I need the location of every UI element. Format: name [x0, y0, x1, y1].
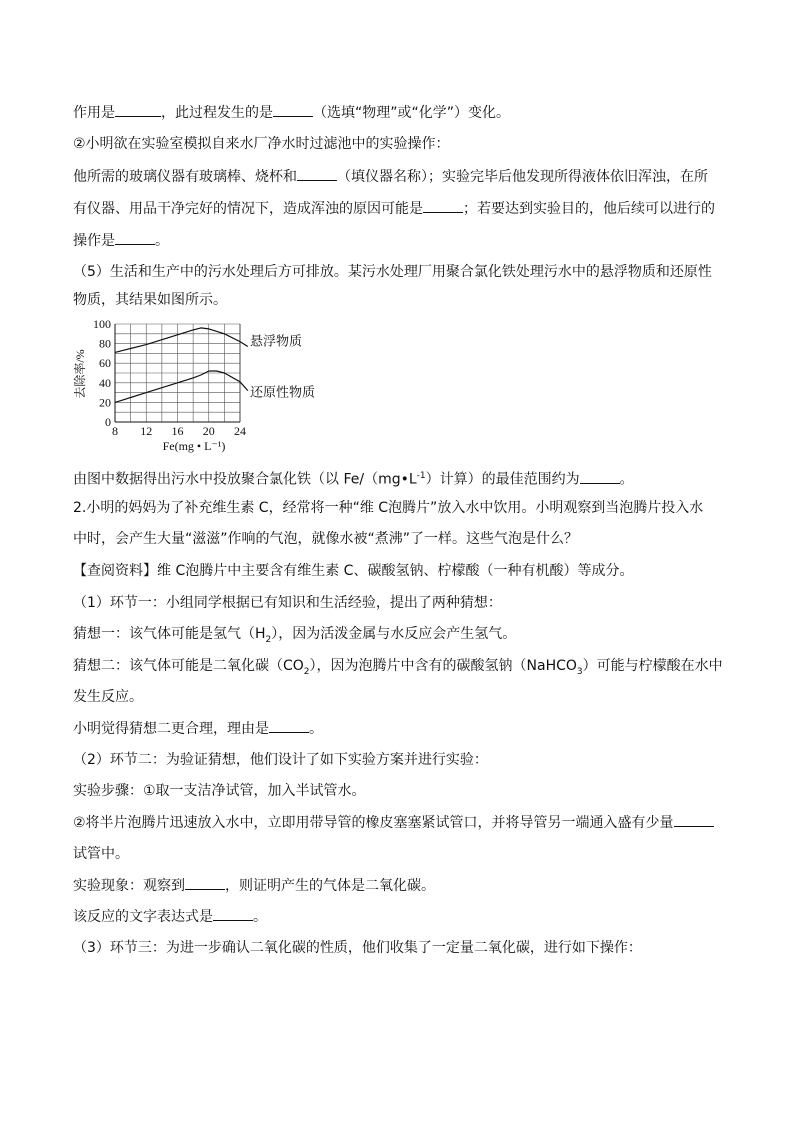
y-tick-label: 100 — [93, 317, 111, 331]
answer-blank — [115, 230, 155, 245]
x-tick-label: 24 — [234, 424, 246, 438]
text-segment: ）计算）的最佳范围约为 — [425, 471, 580, 488]
text-segment: 实验现象：观察到 — [73, 878, 185, 894]
text-segment: 。 — [619, 471, 634, 488]
subscript: 3 — [576, 666, 583, 677]
text-segment: ，此过程发生的是 — [161, 105, 273, 121]
text-line-1 — [73, 102, 724, 123]
text-line-8 — [73, 466, 724, 490]
y-axis-label: 去除率/% — [73, 349, 87, 399]
text-line-23: （3）环节三：为进一步确认二氧化碳的性质，他们收集了一定量二氧化碳，进行如下操作： — [73, 940, 642, 956]
answer-blank — [185, 875, 225, 890]
text-segment: 猜想一：该气体可能是氢气（H — [73, 626, 266, 642]
text-line-2: ②小明欲在实验室模拟自来水厂净水时过滤池中的实验操作： — [73, 136, 450, 152]
text-line-15: 发生反应。 — [73, 689, 143, 705]
y-tick-label: 40 — [99, 375, 111, 390]
y-tick-label: 0 — [105, 415, 111, 429]
text-segment: 作用是 — [73, 105, 115, 121]
x-axis-label: Fe(mg • L⁻¹) — [162, 439, 226, 453]
text-line-14 — [73, 656, 724, 682]
text-line-20: 试管中。 — [73, 846, 129, 862]
x-tick-label: 20 — [202, 424, 215, 438]
text-line-16 — [73, 718, 724, 739]
chart-grid — [115, 324, 240, 422]
text-line-3 — [73, 166, 724, 187]
text-segment: （填仪器名称）；实验完毕后他发现所得液体依旧浑浊，在所 — [337, 169, 708, 185]
answer-blank — [213, 906, 253, 921]
answer-blank — [273, 102, 313, 117]
removal-rate-chart — [70, 312, 330, 458]
subscript: 2 — [303, 666, 310, 677]
text-line-13 — [73, 624, 724, 650]
text-segment: 有仪器、用品干净完好的情况下，造成浑浊的原因可能是 — [73, 201, 423, 217]
x-tick-label: 16 — [171, 424, 184, 438]
text-line-11: 【查阅资料】维 C泡腾片中主要含有维生素 C、碳酸氢钠、柠檬酸（一种有机酸）等成分。 — [73, 563, 634, 579]
answer-blank — [269, 718, 309, 733]
text-segment: ）可能与柠檬酸在水中 — [582, 658, 723, 674]
text-line-17: （2）环节二：为验证猜想，他们设计了如下实验方案并进行实验： — [73, 752, 488, 768]
text-segment: 。 — [309, 721, 323, 737]
answer-blank — [580, 469, 620, 484]
series-label-0: 悬浮物质 — [250, 333, 303, 349]
x-tick-label: 12 — [140, 424, 153, 438]
y-tick-label: 80 — [99, 336, 111, 351]
chart-tick-labels — [93, 317, 246, 438]
text-segment: 该反应的文字表达式是 — [73, 909, 213, 925]
text-line-5 — [73, 230, 724, 251]
text-segment: 由图中数据得出污水中投放聚合氯化铁（以 Fe/（mg•L — [73, 471, 417, 488]
text-segment: 他所需的玻璃仪器有玻璃棒、烧杯和 — [73, 169, 297, 185]
series-label-1: 还原性物质 — [250, 384, 316, 400]
answer-blank — [423, 198, 463, 213]
text-segment: 小明觉得猜想二更合理，理由是 — [73, 721, 269, 737]
text-segment: ；若要达到实验目的，他后续可以进行的 — [463, 201, 715, 217]
y-tick-label: 60 — [99, 356, 111, 371]
x-tick-label: 8 — [112, 424, 118, 438]
y-tick-label: 20 — [99, 395, 111, 410]
text-segment: ），因为泡腾片中含有的碳酸氢钠（NaHCO — [309, 658, 577, 674]
text-line-10: 中时，会产生大量“滋滋”作响的气泡，就像水被“煮沸”了一样。这些气泡是什么？ — [73, 531, 579, 547]
text-segment: ，则证明产生的气体是二氧化碳。 — [225, 878, 435, 894]
text-segment: （选填“物理”或“化学”）变化。 — [313, 105, 511, 121]
text-line-21 — [73, 875, 724, 896]
series-line-0 — [115, 328, 248, 353]
text-line-6: （5）生活和生产中的污水处理后方可排放。某污水处理厂用聚合氯化铁处理污水中的悬浮物质和还原性 — [73, 264, 712, 280]
text-line-18: 实验步骤：①取一支洁净试管，加入半试管水。 — [73, 783, 366, 799]
text-segment: ②将半片泡腾片迅速放入水中，立即用带导管的橡皮塞塞紧试管口，并将导管另一端通入盛有少量 — [73, 815, 674, 831]
answer-blank — [297, 166, 337, 181]
chart-series — [115, 328, 315, 403]
text-line-7: 物质，其结果如图所示。 — [73, 292, 227, 308]
series-line-1 — [115, 371, 248, 402]
text-line-12: （1）环节一：小组同学根据已有知识和生活经验，提出了两种猜想： — [73, 595, 502, 611]
text-segment: 。 — [155, 233, 169, 249]
text-segment: ），因为活泼金属与水反应会产生氢气。 — [271, 626, 517, 642]
text-line-22 — [73, 906, 724, 927]
answer-blank — [115, 102, 161, 117]
text-line-4 — [73, 198, 724, 219]
text-segment: 猜想二：该气体可能是二氧化碳（CO — [73, 658, 304, 674]
text-segment: 操作是 — [73, 233, 115, 249]
superscript: -1 — [416, 471, 426, 481]
answer-blank — [674, 812, 714, 827]
subscript: 2 — [265, 634, 272, 645]
text-line-19 — [73, 812, 724, 833]
text-segment: 。 — [253, 909, 267, 925]
text-line-9: 2.小明的妈妈为了补充维生素 C，经常将一种“维 C泡腾片”放入水中饮用。小明观察到当泡腾片投入水 — [73, 500, 704, 516]
